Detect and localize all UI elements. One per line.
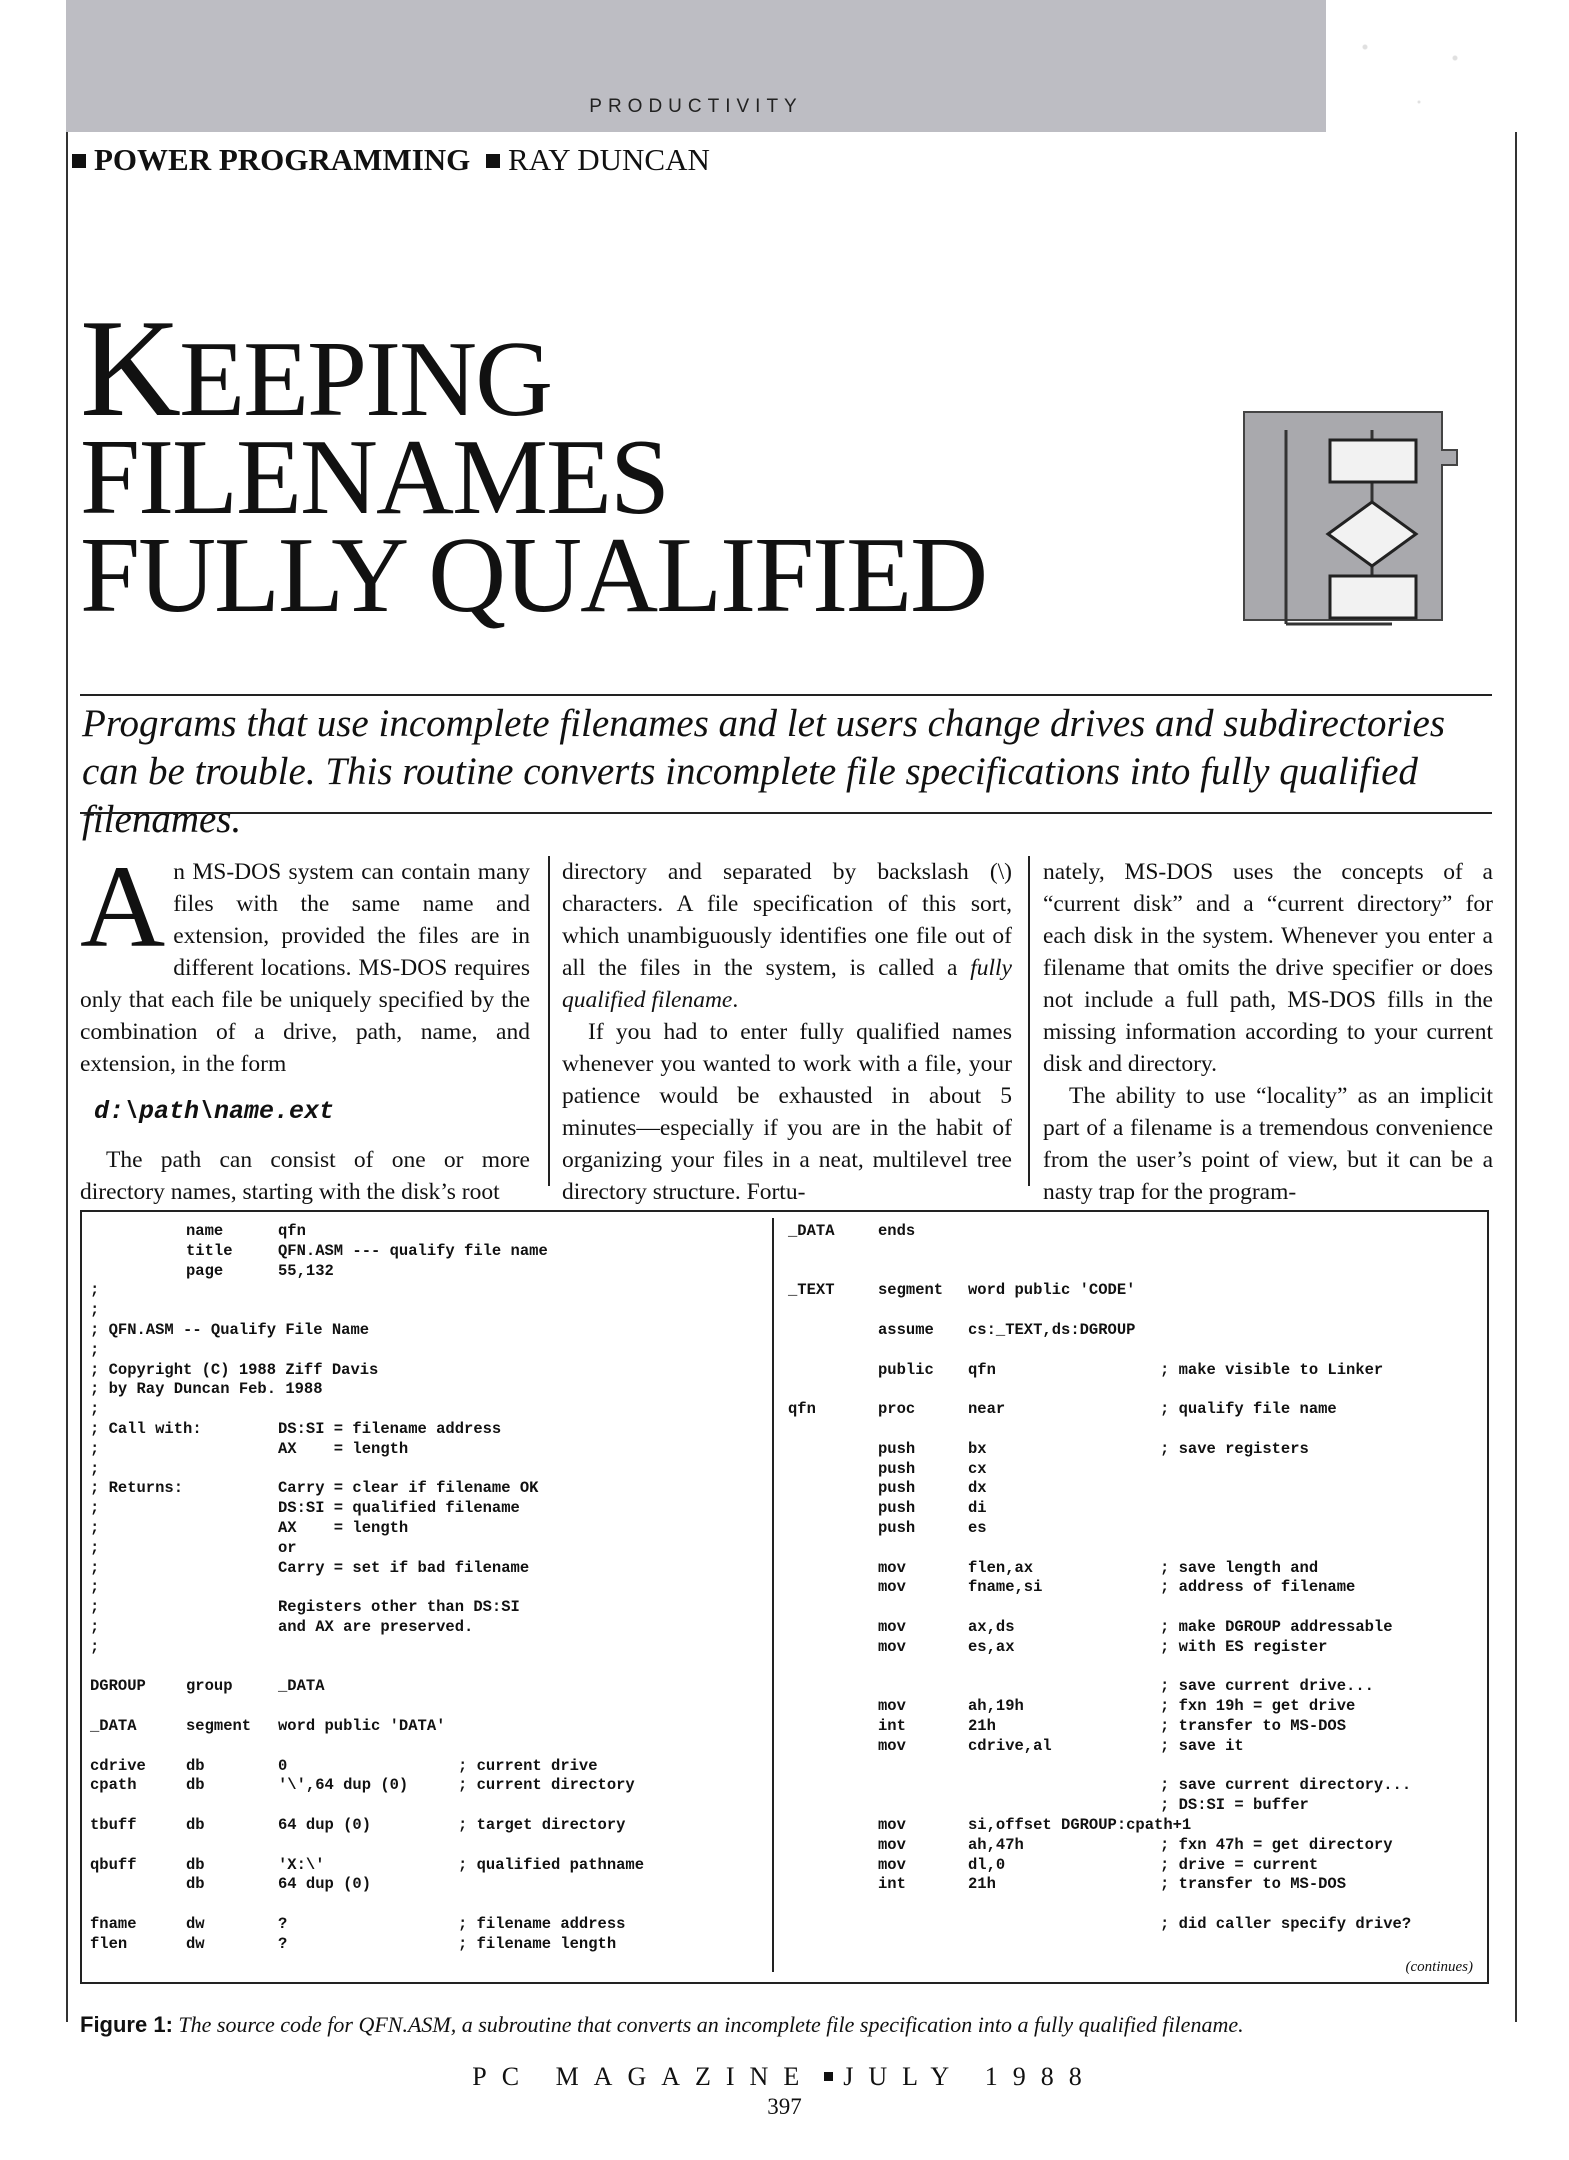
code-token: 21h: [968, 1875, 996, 1894]
code-line: [90, 1321, 770, 1341]
caption-label: Figure 1:: [80, 2012, 173, 2037]
code-line: [788, 1559, 1478, 1579]
code-token: ; fxn 47h = get directory: [1160, 1835, 1393, 1854]
body-column-3: nately, MS-DOS uses the concepts of a “current disk” and a “current directory” for each disk in the system. Whenever you enter a filename that omits the drive specifier or does not include a full path, MS-DOS fills in the missing information according to your current disk and directory. The ability to use “locality” as an implicit part of a filename is a tremendous convenience from the user’s point of view, but it can be a nasty trap for the program-: [1043, 856, 1493, 1208]
code-line: [788, 1262, 1478, 1282]
code-token: Registers other than DS:SI: [278, 1598, 520, 1617]
code-token: ;: [90, 1558, 100, 1577]
code-token: cpath: [90, 1776, 137, 1795]
title-line-1: KEEPING: [80, 291, 552, 446]
code-token: assume: [878, 1320, 934, 1339]
code-line: [90, 1638, 770, 1658]
code-line: [788, 1400, 1478, 1420]
code-token: 21h: [968, 1716, 996, 1735]
code-token: ; transfer to MS-DOS: [1160, 1875, 1347, 1894]
code-line: [90, 1301, 770, 1321]
code-token: mov: [878, 1558, 906, 1577]
code-token: fname: [90, 1914, 137, 1933]
code-token: ; qualified pathname: [458, 1855, 645, 1874]
code-token: ; filename address: [458, 1914, 626, 1933]
code-token: segment: [186, 1716, 252, 1735]
code-token: ;: [90, 1538, 100, 1557]
magazine-name: PC MAGAZINE: [472, 2062, 815, 2091]
code-token: mov: [878, 1815, 906, 1834]
code-token: di: [968, 1499, 987, 1518]
code-token: ; make visible to Linker: [1160, 1360, 1384, 1379]
figure-caption: [80, 2012, 1244, 2038]
code-token: db: [186, 1875, 205, 1894]
code-line: [788, 1479, 1478, 1499]
code-token: 64 dup (0): [278, 1815, 372, 1834]
paragraph-2: The path can consist of one or more directory names, starting with the disk’s root: [80, 1147, 530, 1205]
code-token: proc: [878, 1400, 916, 1419]
term-emphasis: fully qualified filename: [562, 955, 1012, 1013]
code-line: [788, 1281, 1478, 1301]
code-line: [788, 1836, 1478, 1856]
code-token: ; save it: [1160, 1736, 1244, 1755]
article-title: [80, 291, 987, 635]
page-footer: [0, 2062, 1569, 2092]
code-line: [90, 1658, 770, 1678]
code-token: 64 dup (0): [278, 1875, 372, 1894]
code-token: ;: [90, 1281, 100, 1300]
code-line: [90, 1539, 770, 1559]
code-token: Carry = set if bad filename: [278, 1558, 530, 1577]
listing-left-column: [90, 1222, 770, 1954]
code-line: [788, 1420, 1478, 1440]
code-line: [90, 1875, 770, 1895]
code-line: [90, 1836, 770, 1856]
code-token: ; did caller specify drive?: [1160, 1914, 1412, 1933]
paragraph-1: n MS-DOS system can contain many files with the same name and extension, provided the files are in different locations. MS-DOS requires only that each file be uniquely specified by the combination of a drive, path, name, and extension, in the form: [80, 859, 530, 1077]
code-token: Carry = clear if filename OK: [278, 1479, 539, 1498]
code-token: flen,ax: [968, 1558, 1034, 1577]
code-line: [90, 1895, 770, 1915]
code-token: public: [878, 1360, 934, 1379]
page-number: 397: [767, 2094, 802, 2119]
code-token: _TEXT: [788, 1281, 835, 1300]
code-line: [788, 1875, 1478, 1895]
code-token: push: [878, 1479, 916, 1498]
code-token: mov: [878, 1855, 906, 1874]
code-line: [90, 1341, 770, 1361]
separator-square-icon: [824, 2072, 833, 2081]
code-line: [788, 1816, 1478, 1836]
code-token: ; save registers: [1160, 1439, 1309, 1458]
code-token: word public 'DATA': [278, 1716, 446, 1735]
listing-divider: [772, 1218, 774, 1972]
code-token: push: [878, 1459, 916, 1478]
code-token: title: [186, 1241, 233, 1260]
code-token: ;: [90, 1340, 100, 1359]
column-rule: [1028, 856, 1030, 1186]
title-line-2: FILENAMES: [80, 418, 669, 537]
code-token: fname,si: [968, 1578, 1043, 1597]
code-token: DS:SI = qualified filename: [278, 1499, 520, 1518]
listing-right-column: [788, 1222, 1478, 1935]
code-token: name: [186, 1222, 224, 1240]
byline: [72, 142, 710, 178]
code-line: [788, 1440, 1478, 1460]
code-line: [90, 1440, 770, 1460]
code-token: ;: [90, 1439, 100, 1458]
code-line: [90, 1757, 770, 1777]
code-token: ; transfer to MS-DOS: [1160, 1716, 1347, 1735]
code-token: 55,132: [278, 1261, 334, 1280]
code-token: ; QFN.ASM -- Qualify File Name: [90, 1320, 370, 1339]
code-token: ;: [90, 1301, 100, 1320]
code-token: ;: [90, 1459, 100, 1478]
code-line: [90, 1935, 770, 1955]
code-token: mov: [878, 1697, 906, 1716]
code-token: ; by Ray Duncan Feb. 1988: [90, 1380, 323, 1399]
code-token: mov: [878, 1578, 906, 1597]
flowchart-illustration: [1242, 410, 1487, 660]
author-name: RAY DUNCAN: [508, 142, 710, 177]
caption-text: The source code for QFN.ASM, a subroutine that converts an incomplete file specification into a fully qualified filename.: [172, 2012, 1244, 2037]
dropcap: A: [80, 841, 166, 972]
code-token: ?: [278, 1934, 288, 1953]
code-line: [788, 1658, 1478, 1678]
code-token: near: [968, 1400, 1006, 1419]
code-line: [788, 1321, 1478, 1341]
code-line: [90, 1222, 770, 1242]
code-token: ; make DGROUP addressable: [1160, 1617, 1393, 1636]
code-token: tbuff: [90, 1815, 137, 1834]
code-line: [788, 1499, 1478, 1519]
code-line: [788, 1737, 1478, 1757]
code-line: [788, 1856, 1478, 1876]
code-token: ;: [90, 1637, 100, 1656]
code-line: [788, 1361, 1478, 1381]
scan-noise: [1329, 14, 1509, 124]
code-token: int: [878, 1716, 906, 1735]
code-token: or: [278, 1538, 297, 1557]
code-token: page: [186, 1261, 224, 1280]
code-token: es,ax: [968, 1637, 1015, 1656]
code-token: ax,ds: [968, 1617, 1015, 1636]
code-token: ; drive = current: [1160, 1855, 1319, 1874]
code-line: [90, 1242, 770, 1262]
code-line: [90, 1361, 770, 1381]
code-token: _DATA: [788, 1222, 835, 1240]
code-token: ; fxn 19h = get drive: [1160, 1697, 1356, 1716]
code-line: [90, 1460, 770, 1480]
code-token: segment: [878, 1281, 944, 1300]
code-line: [788, 1915, 1478, 1935]
code-token: db: [186, 1815, 205, 1834]
code-line: [90, 1697, 770, 1717]
code-token: dw: [186, 1934, 205, 1953]
code-token: ; target directory: [458, 1815, 626, 1834]
column-name: POWER PROGRAMMING: [94, 142, 471, 177]
code-token: 0: [278, 1756, 288, 1775]
code-line: [90, 1856, 770, 1876]
code-token: ends: [878, 1222, 916, 1240]
code-line: [90, 1400, 770, 1420]
code-token: ; save current drive...: [1160, 1677, 1374, 1696]
code-token: mov: [878, 1617, 906, 1636]
deck: Programs that use incomplete filenames and let users change drives and subdirectories can be trouble. This routine converts incomplete file specifications into fully qualified filenames.: [82, 702, 1446, 841]
code-token: ; Returns:: [90, 1479, 184, 1498]
code-line: [788, 1222, 1478, 1242]
code-line: [788, 1460, 1478, 1480]
code-token: ; current directory: [458, 1776, 635, 1795]
code-token: cdrive: [90, 1756, 146, 1775]
code-token: AX = length: [278, 1518, 409, 1537]
code-line: [788, 1242, 1478, 1262]
column-rule: [548, 856, 550, 1186]
code-line: [90, 1717, 770, 1737]
code-line: [90, 1380, 770, 1400]
code-line: [788, 1519, 1478, 1539]
bullet-square-icon: [486, 154, 500, 168]
code-token: ?: [278, 1914, 288, 1933]
code-line: [90, 1420, 770, 1440]
code-token: qfn: [788, 1400, 816, 1419]
code-line: [90, 1559, 770, 1579]
code-line: [788, 1539, 1478, 1559]
code-line: [90, 1578, 770, 1598]
code-line: [788, 1578, 1478, 1598]
bullet-square-icon: [72, 154, 86, 168]
code-token: bx: [968, 1439, 987, 1458]
code-token: ;: [90, 1617, 100, 1636]
code-token: ; Call with:: [90, 1419, 202, 1438]
code-line: [788, 1697, 1478, 1717]
code-line: [788, 1677, 1478, 1697]
figure-1-listing: [80, 1210, 1489, 1984]
header-band: [66, 0, 1326, 132]
code-token: ; save current directory...: [1160, 1776, 1412, 1795]
code-line: [90, 1737, 770, 1757]
code-token: mov: [878, 1637, 906, 1656]
code-token: ; DS:SI = buffer: [1160, 1796, 1309, 1815]
code-line: [90, 1796, 770, 1816]
code-token: push: [878, 1499, 916, 1518]
code-line: [788, 1380, 1478, 1400]
code-token: cdrive,al: [968, 1736, 1052, 1755]
code-line: [90, 1499, 770, 1519]
code-token: ; with ES register: [1160, 1637, 1328, 1656]
code-token: flen: [90, 1934, 128, 1953]
code-token: db: [186, 1776, 205, 1795]
code-line: [788, 1757, 1478, 1777]
code-token: qfn: [968, 1360, 996, 1379]
code-line: [90, 1519, 770, 1539]
code-token: DS:SI = filename address: [278, 1419, 502, 1438]
code-token: '\',64 dup (0): [278, 1776, 409, 1795]
deck-rule-bottom: [80, 812, 1492, 814]
code-token: dw: [186, 1914, 205, 1933]
code-token: push: [878, 1439, 916, 1458]
code-token: db: [186, 1855, 205, 1874]
code-token: ;: [90, 1518, 100, 1537]
code-line: [90, 1618, 770, 1638]
code-token: ; current drive: [458, 1756, 598, 1775]
section-label: PRODUCTIVITY: [589, 96, 803, 117]
code-line: [90, 1915, 770, 1935]
code-token: int: [878, 1875, 906, 1894]
code-line: [90, 1816, 770, 1836]
code-line: [90, 1598, 770, 1618]
code-token: 'X:\': [278, 1855, 325, 1874]
code-token: and AX are preserved.: [278, 1617, 474, 1636]
code-token: word public 'CODE': [968, 1281, 1136, 1300]
deck-rule-top: [80, 694, 1492, 696]
code-line: [90, 1677, 770, 1697]
code-line: [90, 1776, 770, 1796]
title-line-3: FULLY QUALIFIED: [80, 516, 987, 635]
code-line: [788, 1895, 1478, 1915]
body-column-2: directory and separated by backslash (\) characters. A file specification of this sort, which unambiguously identifies one file out of all the files in the system, is called a fully qualified filename. If you had to enter fully qualified names whenever you wanted to work with a file, your patience would be exhausted in about 5 minutes—especially if you are in the habit of organizing your files in a neat, multilevel tree directory structure. Fortu-: [562, 859, 1012, 1205]
code-token: db: [186, 1756, 205, 1775]
code-token: ;: [90, 1400, 100, 1419]
code-line: [788, 1717, 1478, 1737]
code-token: dl,0: [968, 1855, 1006, 1874]
code-token: si,offset DGROUP:cpath+1: [968, 1815, 1192, 1834]
code-token: ; Copyright (C) 1988 Ziff Davis: [90, 1360, 379, 1379]
code-token: ; filename length: [458, 1934, 617, 1953]
code-line: [788, 1341, 1478, 1361]
code-line: [788, 1776, 1478, 1796]
code-token: cx: [968, 1459, 987, 1478]
code-token: qfn: [278, 1222, 306, 1240]
code-token: mov: [878, 1736, 906, 1755]
code-token: _DATA: [278, 1677, 325, 1696]
code-token: QFN.ASM --- qualify file name: [278, 1241, 548, 1260]
code-line: [90, 1479, 770, 1499]
code-token: ah,47h: [968, 1835, 1024, 1854]
code-token: AX = length: [278, 1439, 409, 1458]
body-column-1: [80, 841, 530, 1208]
code-token: DGROUP: [90, 1677, 146, 1696]
code-token: ; save length and: [1160, 1558, 1319, 1577]
code-token: _DATA: [90, 1716, 137, 1735]
code-token: ;: [90, 1598, 100, 1617]
code-token: mov: [878, 1835, 906, 1854]
code-token: dx: [968, 1479, 987, 1498]
code-line: [788, 1638, 1478, 1658]
code-token: ;: [90, 1499, 100, 1518]
code-line: [788, 1598, 1478, 1618]
code-line: [90, 1262, 770, 1282]
issue-date: JULY 1988: [843, 2062, 1097, 2091]
code-token: group: [186, 1677, 233, 1696]
code-token: ah,19h: [968, 1697, 1024, 1716]
code-token: qbuff: [90, 1855, 137, 1874]
code-line: [788, 1618, 1478, 1638]
code-token: ; qualify file name: [1160, 1400, 1337, 1419]
code-token: push: [878, 1518, 916, 1537]
paragraph-4: The ability to use “locality” as an implicit part of a filename is a tremendous convenience from the user’s point of view, but it can be a nasty trap for the program-: [1043, 1083, 1493, 1205]
code-token: ;: [90, 1578, 100, 1597]
code-token: cs:_TEXT,ds:DGROUP: [968, 1320, 1136, 1339]
code-token: es: [968, 1518, 987, 1537]
code-line: [788, 1796, 1478, 1816]
continues-note: (continues): [1405, 1959, 1473, 1975]
code-token: ; address of filename: [1160, 1578, 1356, 1597]
code-line: [788, 1301, 1478, 1321]
path-syntax: d:\path\name.ext: [94, 1097, 335, 1126]
code-line: [90, 1281, 770, 1301]
